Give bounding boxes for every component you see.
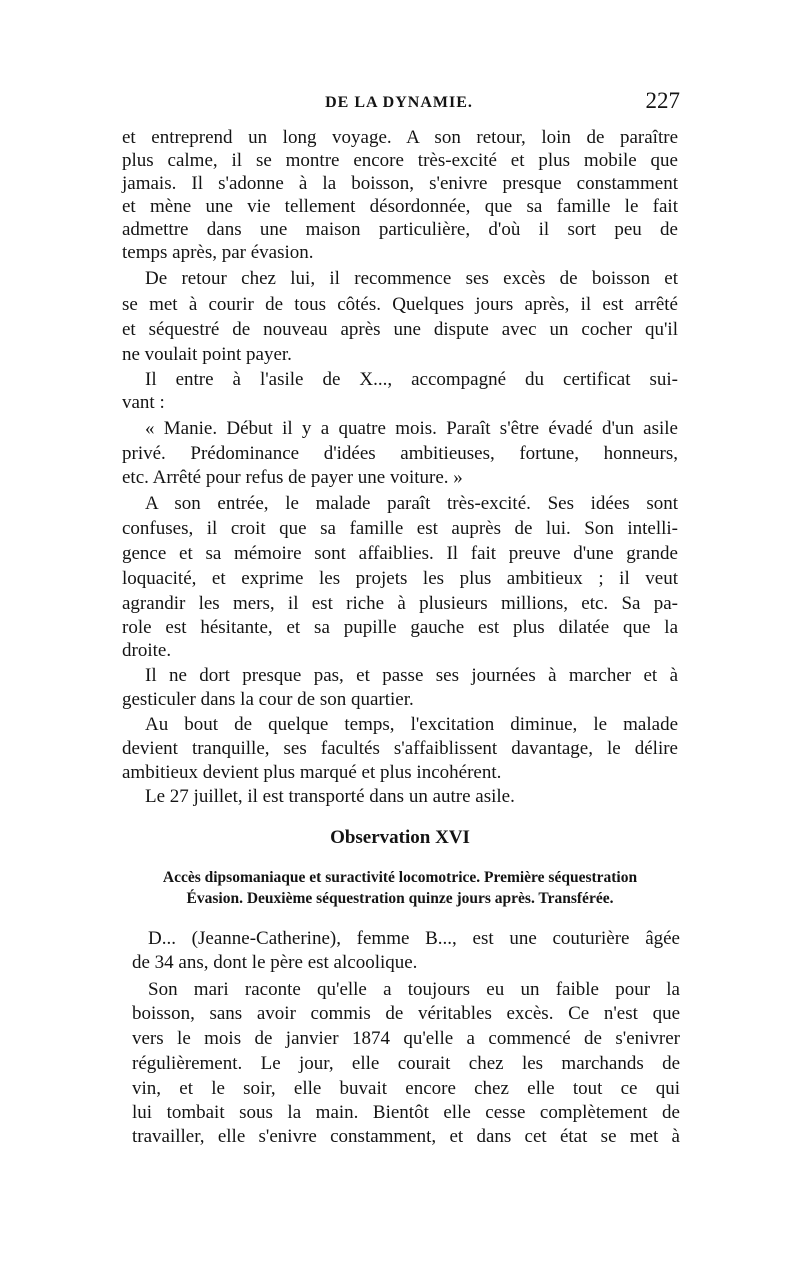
text-line: régulièrement. Le jour, elle courait chez les marchands de xyxy=(132,1053,680,1074)
text-line: Son mari raconte qu'elle a toujours eu un faible pour la xyxy=(148,979,680,1000)
certificate-quote-line: privé. Prédominance d'idées ambitieuses, fortune, honneurs, xyxy=(122,443,678,464)
observation-heading: Observation XVI xyxy=(330,827,470,848)
text-line: et séquestré de nouveau après une dispute avec un cocher qu'il xyxy=(122,319,678,340)
text-line: confuses, il croit que sa famille est auprès de lui. Son intelli- xyxy=(122,518,678,539)
text-line: loquacité, et exprime les projets les plus ambitieux ; il veut xyxy=(122,568,678,589)
text-line: admettre dans une maison particulière, d'où il sort peu de xyxy=(122,219,678,240)
text-line: Le 27 juillet, il est transporté dans un autre asile. xyxy=(145,786,515,807)
text-line: agrandir les mers, il est riche à plusieurs millions, etc. Sa pa- xyxy=(122,593,678,614)
observation-summary-line: Accès dipsomaniaque et suractivité locomotrice. Première séquestration xyxy=(162,869,638,886)
text-line: et entreprend un long voyage. A son retour, loin de paraître xyxy=(122,127,678,148)
text-line: Il ne dort presque pas, et passe ses journées à marcher et à xyxy=(145,665,678,686)
text-line: lui tombait sous la main. Bientôt elle cesse complètement de xyxy=(132,1102,680,1123)
text-line: vin, et le soir, elle buvait encore chez elle tout ce qui xyxy=(132,1078,680,1099)
text-line: D... (Jeanne-Catherine), femme B..., est une couturière âgée xyxy=(148,928,680,949)
text-line: ne voulait point payer. xyxy=(122,344,292,365)
running-title: DE LA DYNAMIE. xyxy=(325,94,473,111)
text-line: role est hésitante, et sa pupille gauche est plus dilatée que la xyxy=(122,617,678,638)
observation-summary-line: Évasion. Deuxième séquestration quinze jours après. Transférée. xyxy=(186,890,614,907)
text-line: gence et sa mémoire sont affaiblies. Il fait preuve d'une grande xyxy=(122,543,678,564)
text-line: vers le mois de janvier 1874 qu'elle a commencé de s'enivrer xyxy=(132,1028,680,1049)
text-line: gesticuler dans la cour de son quartier. xyxy=(122,689,414,710)
certificate-quote-line: « Manie. Début il y a quatre mois. Paraît s'être évadé d'un asile xyxy=(145,418,678,439)
text-line: et mène une vie tellement désordonnée, que sa famille le fait xyxy=(122,196,678,217)
text-line: jamais. Il s'adonne à la boisson, s'enivre presque constamment xyxy=(122,173,678,194)
text-line: Il entre à l'asile de X..., accompagné du certificat sui- xyxy=(145,369,678,390)
text-line: travailler, elle s'enivre constamment, et dans cet état se met à xyxy=(132,1126,680,1147)
text-line: Au bout de quelque temps, l'excitation diminue, le malade xyxy=(145,714,678,735)
text-line: ambitieux devient plus marqué et plus incohérent. xyxy=(122,762,502,783)
text-line: De retour chez lui, il recommence ses excès de boisson et xyxy=(145,268,678,289)
text-line: A son entrée, le malade paraît très-excité. Ses idées sont xyxy=(145,493,678,514)
text-line: devient tranquille, ses facultés s'affaiblissent davantage, le délire xyxy=(122,738,678,759)
text-line: boisson, sans avoir commis de véritables excès. Ce n'est que xyxy=(132,1003,680,1024)
text-line: plus calme, il se montre encore très-excité et plus mobile que xyxy=(122,150,678,171)
text-line: droite. xyxy=(122,640,172,661)
page-number: 227 xyxy=(645,88,680,113)
running-head xyxy=(118,88,680,118)
certificate-quote-line: etc. Arrêté pour refus de payer une voiture. » xyxy=(122,467,463,488)
text-line: vant : xyxy=(122,392,165,413)
text-line: temps après, par évasion. xyxy=(122,242,314,263)
text-line: de 34 ans, dont le père est alcoolique. xyxy=(132,952,418,973)
text-line: se met à courir de tous côtés. Quelques jours après, il est arrêté xyxy=(122,294,678,315)
